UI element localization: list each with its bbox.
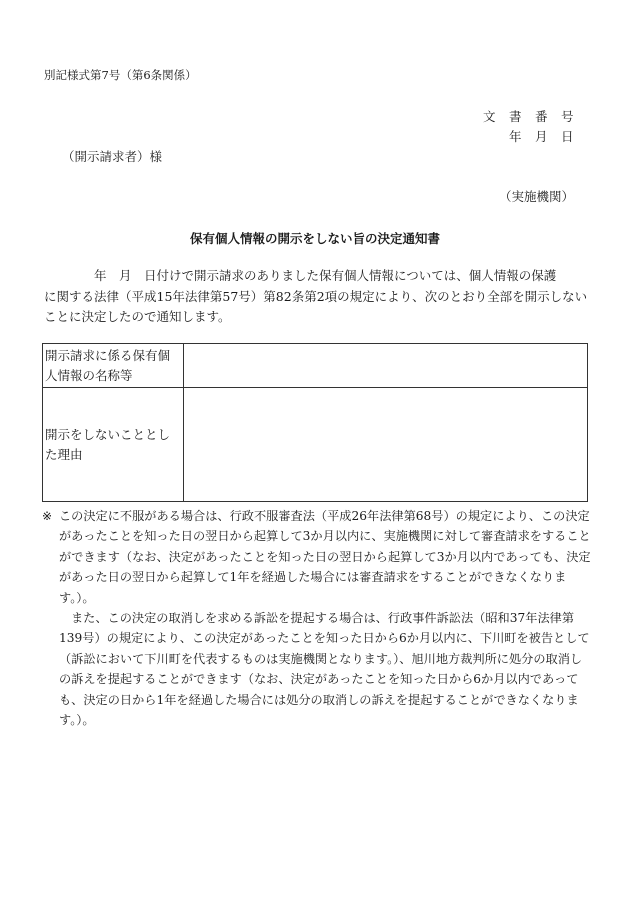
table-row	[43, 344, 588, 388]
table-label-cell: 開示請求に係る保有個人情報の名称等	[43, 344, 184, 388]
recipient-name: （開示請求者）様	[62, 149, 163, 164]
note-appeal-text: この決定に不服がある場合は、行政不服審査法（平成26年法律第68号）の規定により、この決定があったことを知った日の翌日から起算して3か月以内に、実施機関に対して審査請求をすることができます（なお、決定があったことを知った日の翌日から起算して3か月以内であっても、決定があった日の翌日から起算して1年を経過した場合には審査請求をすることができなくなります。）。	[59, 509, 591, 605]
table-value-cell	[184, 388, 588, 502]
intro-text: に関する法律（平成15年法律第57号）第82条第2項の規定により、次のとおり全部を開示しないことに決定したので通知します。	[44, 288, 588, 324]
intro-date-line: 年 月 日付けで開示請求のありました保有個人情報については、個人情報の保護	[94, 268, 557, 283]
date-line: 年 月 日	[508, 129, 574, 144]
decision-table	[42, 343, 588, 502]
table-row	[43, 388, 588, 502]
note-mark: ※	[42, 509, 53, 523]
intro-paragraph	[44, 266, 589, 328]
document-title: 保有個人情報の開示をしない旨の決定通知書	[189, 231, 440, 246]
issuing-agency: （実施機関）	[498, 189, 574, 204]
note-appeal	[42, 506, 594, 608]
document-number-label: 文 書 番 号	[482, 109, 574, 124]
table-label-cell: 開示をしないこととした理由	[43, 388, 184, 502]
table-value-cell	[184, 344, 588, 388]
form-number: 別記様式第7号（第6条関係）	[44, 68, 197, 82]
notes-section	[42, 506, 594, 730]
note-lawsuit: また、この決定の取消しを求める訴訟を提起する場合は、行政事件訴訟法（昭和37年法律第139号）の規定により、この決定があったことを知った日から6か月以内に、下川町を被告として（訴訟において下川町を代表するものは実施機関となります。）、旭川地方裁判所に処分の取消しの訴えを提起することができます（なお、決定があったことを知った日から6か月以内であっても、決定の日から1年を経過した場合には処分の取消しの訴えを提起することができなくなります。）。	[59, 611, 590, 728]
